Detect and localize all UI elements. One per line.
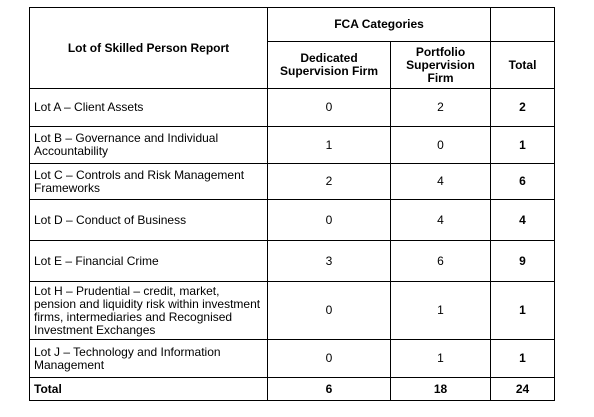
table-row [30,164,555,200]
dedicated-cell: 0 [268,282,391,340]
total-grand: 24 [491,378,555,401]
portfolio-cell: 6 [391,241,491,282]
table-row [30,282,555,340]
header-total: Total [491,42,555,89]
table-row [30,340,555,378]
portfolio-cell: 1 [391,282,491,340]
dedicated-cell: 0 [268,89,391,127]
fca-skilled-person-table [29,7,555,401]
portfolio-cell: 0 [391,127,491,164]
total-row [30,378,555,401]
portfolio-cell: 4 [391,164,491,200]
header-portfolio: Portfolio Supervision Firm [391,42,491,89]
table-row [30,241,555,282]
table-row [30,127,555,164]
lot-cell: Lot C – Controls and Risk Management Frameworks [30,164,268,200]
total-cell: 1 [491,340,555,378]
total-cell: 4 [491,200,555,241]
lot-cell: Lot J – Technology and Information Management [30,340,268,378]
header-dedicated: Dedicated Supervision Firm [268,42,391,89]
header-fca-categories: FCA Categories [268,8,491,42]
dedicated-cell: 3 [268,241,391,282]
header-lot: Lot of Skilled Person Report [30,8,268,89]
dedicated-cell: 0 [268,200,391,241]
lot-cell: Lot H – Prudential – credit, market, pension and liquidity risk within investment firms, intermediaries and Recognised Investment Exchanges [30,282,268,340]
portfolio-cell: 4 [391,200,491,241]
lot-cell: Lot A – Client Assets [30,89,268,127]
total-cell: 2 [491,89,555,127]
portfolio-cell: 1 [391,340,491,378]
total-label: Total [30,378,268,401]
lot-cell: Lot E – Financial Crime [30,241,268,282]
total-dedicated: 6 [268,378,391,401]
total-cell: 1 [491,282,555,340]
total-cell: 6 [491,164,555,200]
dedicated-cell: 1 [268,127,391,164]
portfolio-cell: 2 [391,89,491,127]
table-row [30,89,555,127]
total-cell: 9 [491,241,555,282]
dedicated-cell: 2 [268,164,391,200]
lot-cell: Lot D – Conduct of Business [30,200,268,241]
table-row [30,200,555,241]
header-empty [491,8,555,42]
dedicated-cell: 0 [268,340,391,378]
total-portfolio: 18 [391,378,491,401]
total-cell: 1 [491,127,555,164]
lot-cell: Lot B – Governance and Individual Accountability [30,127,268,164]
